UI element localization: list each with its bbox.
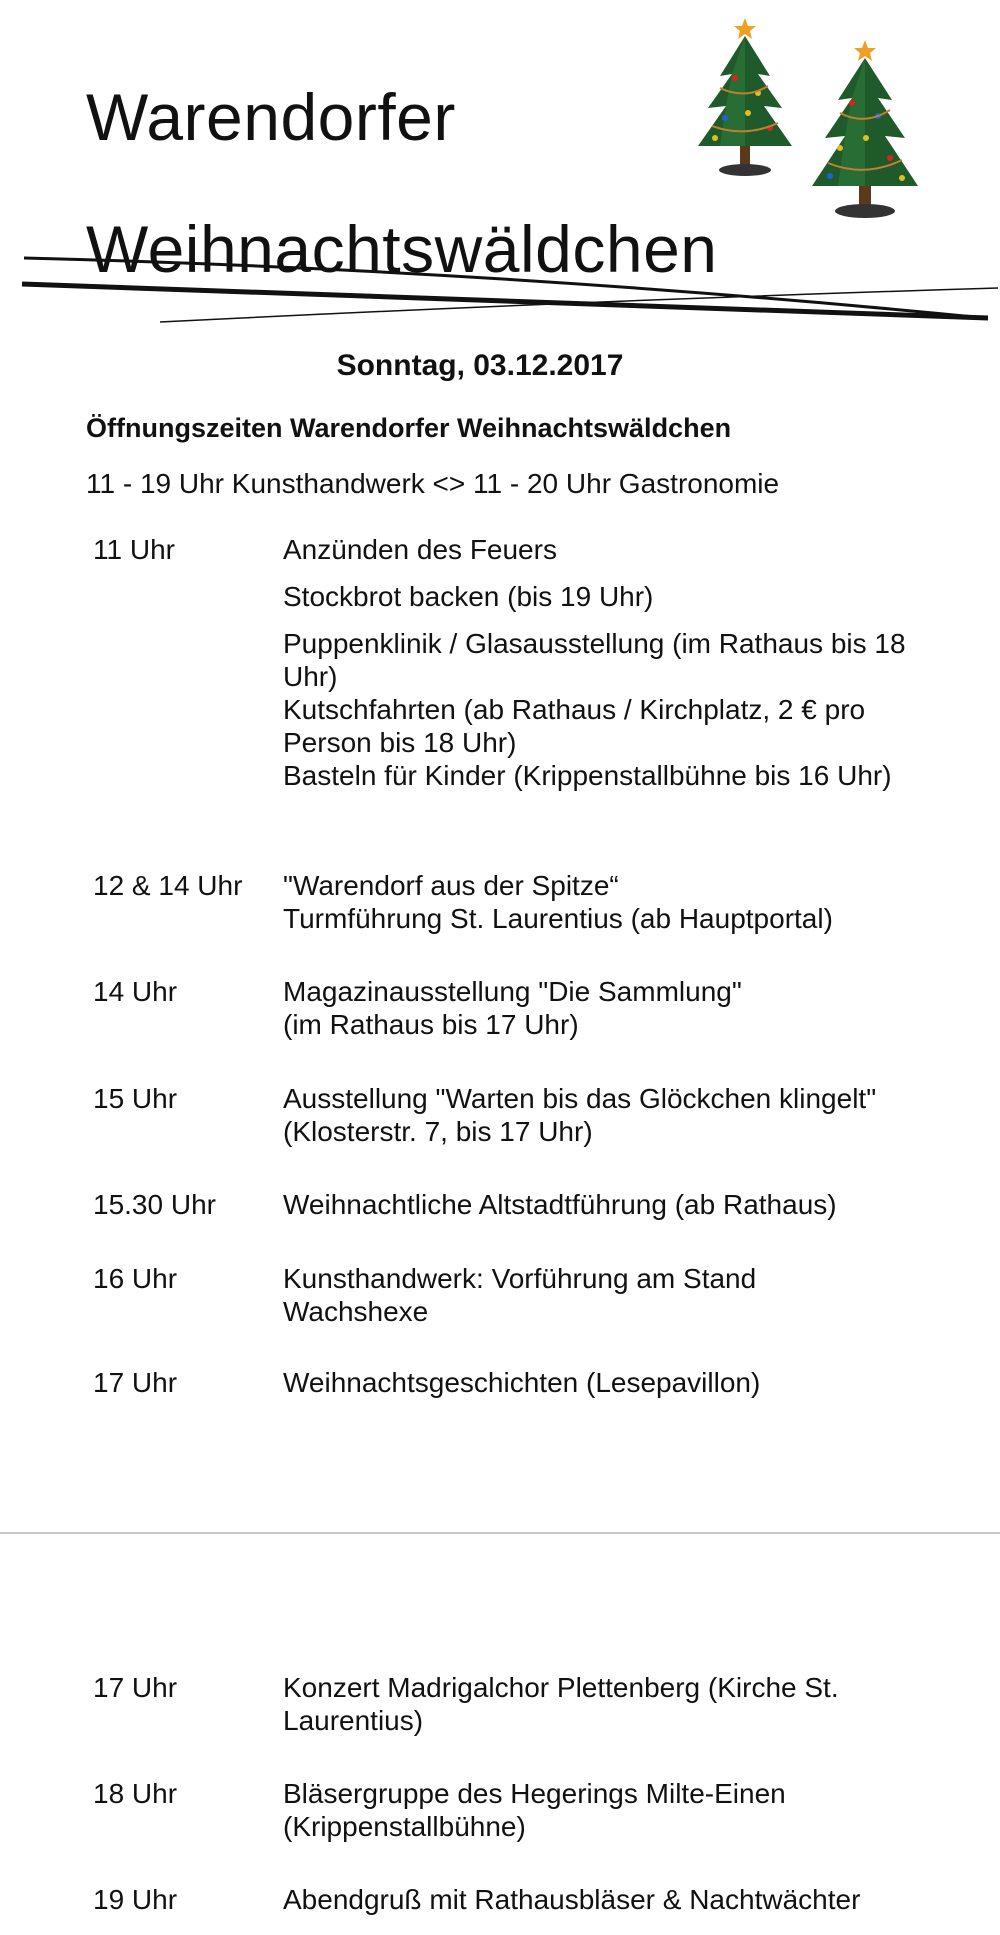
schedule-events: [283, 1883, 973, 1916]
schedule-event: Puppenklinik / Glasausstellung (im Rathaus bis 18 Uhr): [283, 628, 906, 692]
schedule-events: [283, 1671, 903, 1737]
schedule-event: (im Rathaus bis 17 Uhr): [283, 1009, 579, 1040]
schedule-event: (Klosterstr. 7, bis 17 Uhr): [283, 1116, 593, 1147]
schedule-events: [283, 1366, 923, 1399]
schedule-events: [283, 975, 923, 1041]
schedule-time: 14 Uhr: [93, 976, 178, 1007]
schedule-event: Basteln für Kinder (Krippenstallbühne bis 16 Uhr): [283, 760, 892, 791]
schedule-event: "Warendorf aus der Spitze“: [283, 870, 619, 901]
page-break-divider: [0, 1532, 1000, 1534]
schedule-time: 15 Uhr: [93, 1083, 178, 1114]
page-title-line-2: Weihnachtswäldchen: [86, 212, 718, 286]
schedule-event: Ausstellung "Warten bis das Glöckchen klingelt": [283, 1083, 877, 1114]
page-title-line-1: Warendorfer: [86, 80, 456, 154]
schedule-events: [283, 1188, 923, 1221]
schedule-event: Kutschfahrten (ab Rathaus / Kirchplatz, 2 € pro Person bis 18 Uhr): [283, 694, 866, 758]
schedule-event: Kunsthandwerk: Vorführung am Stand Wachshexe: [283, 1263, 757, 1327]
schedule-events: [283, 1082, 923, 1148]
schedule-events: [283, 533, 923, 792]
christmas-tree-icon: [698, 18, 792, 176]
schedule-time: 19 Uhr: [93, 1884, 178, 1915]
schedule-event: Weihnachtsgeschichten (Lesepavillon): [283, 1367, 761, 1398]
page-header: [0, 0, 1000, 330]
christmas-tree-icon: [812, 40, 918, 218]
schedule-events: [283, 869, 923, 935]
schedule-time: 16 Uhr: [93, 1263, 178, 1294]
opening-hours-text: 11 - 19 Uhr Kunsthandwerk <> 11 - 20 Uhr Gastronomie: [86, 468, 780, 499]
schedule-time: 17 Uhr: [93, 1672, 178, 1703]
schedule-time: 15.30 Uhr: [93, 1189, 216, 1220]
schedule-time: 17 Uhr: [93, 1367, 178, 1398]
schedule-event: Weihnachtliche Altstadtführung (ab Rathaus): [283, 1189, 837, 1220]
schedule-event: Abendgruß mit Rathausbläser & Nachtwächter: [283, 1884, 861, 1915]
schedule-event: Konzert Madrigalchor Plettenberg (Kirche St. Laurentius): [283, 1672, 839, 1736]
christmas-trees-image: [680, 8, 960, 243]
schedule-event: Stockbrot backen (bis 19 Uhr): [283, 581, 654, 612]
schedule-event: Anzünden des Feuers: [283, 534, 557, 565]
schedule-time: 11 Uhr: [93, 534, 175, 565]
event-date: Sonntag, 03.12.2017: [336, 349, 624, 382]
schedule-event: Magazinausstellung "Die Sammlung": [283, 976, 742, 1007]
schedule-events: [283, 1262, 843, 1328]
schedule-events: [283, 1777, 873, 1843]
schedule-event: Bläsergruppe des Hegerings Milte-Einen (Krippenstallbühne): [283, 1778, 786, 1842]
opening-hours-heading: Öffnungszeiten Warendorfer Weihnachtswäldchen: [86, 413, 732, 443]
schedule-event: Turmführung St. Laurentius (ab Hauptportal): [283, 903, 833, 934]
schedule-time: 12 & 14 Uhr: [93, 870, 243, 901]
schedule-time: 18 Uhr: [93, 1778, 178, 1809]
